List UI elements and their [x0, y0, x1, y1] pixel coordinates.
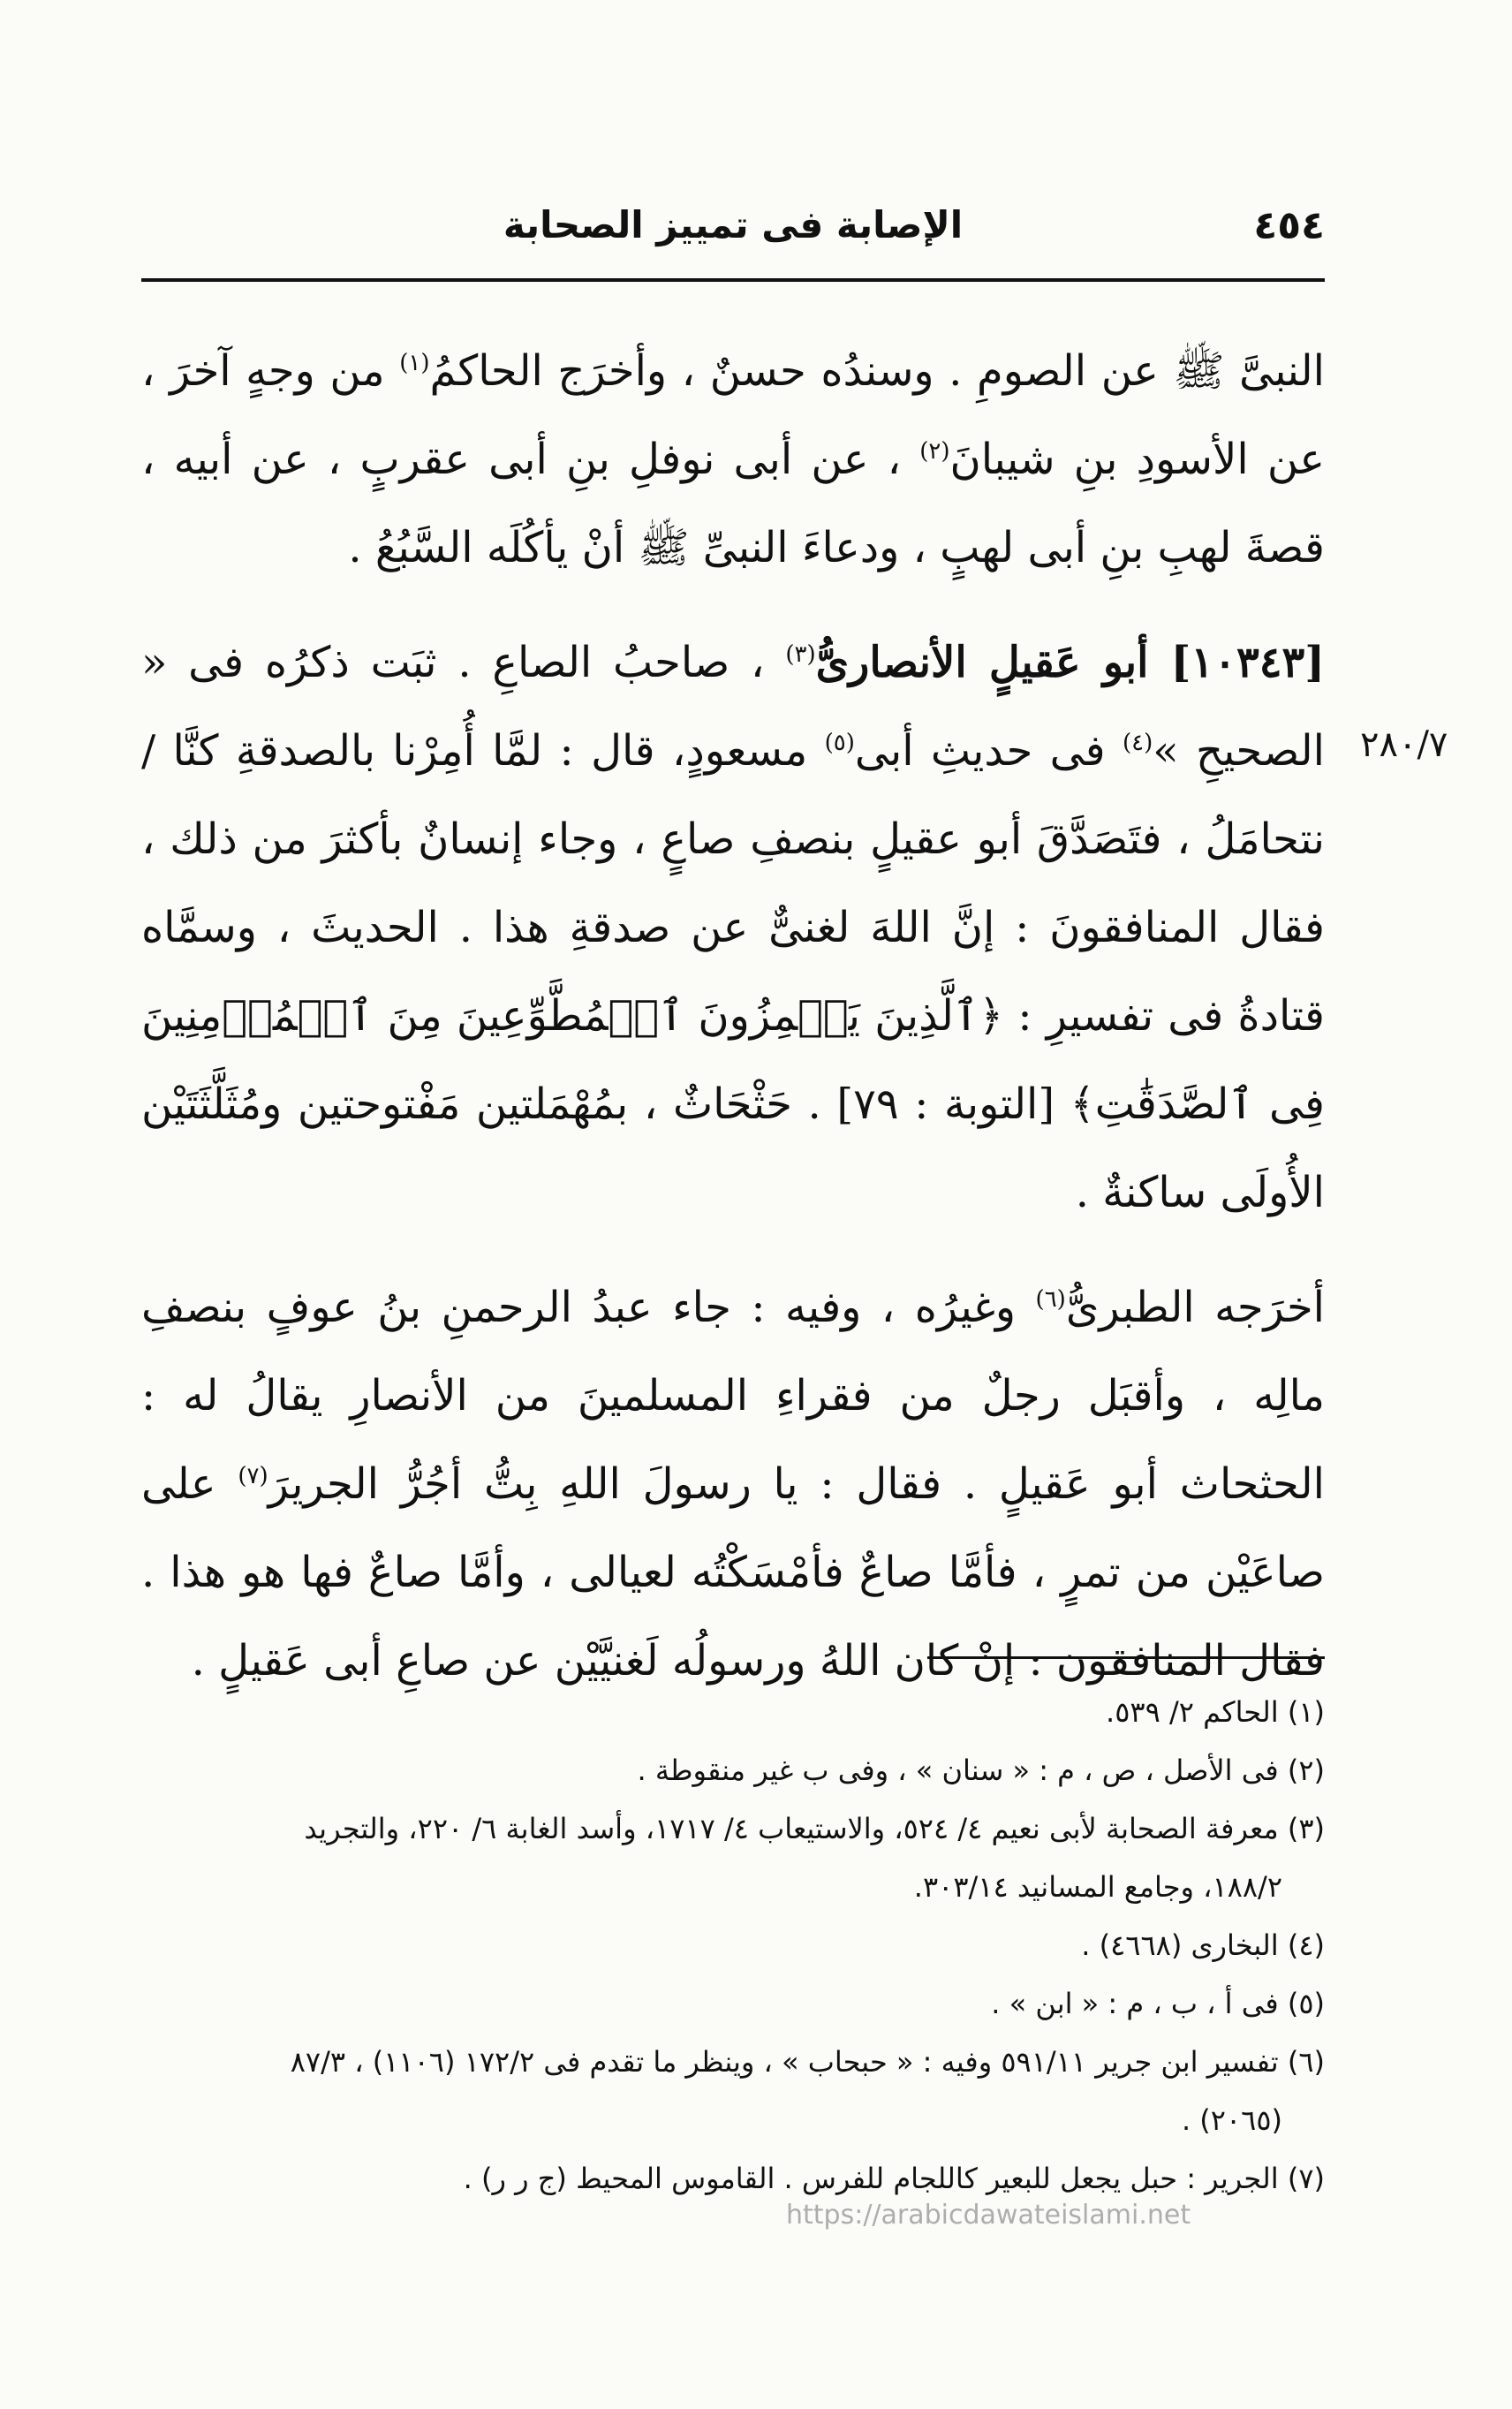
paragraph-text: النبىَّ ﷺ عن الصومِ . وسندُه حسنٌ ، وأخرَج الحاكمُ — [429, 346, 1325, 396]
paragraph-3 — [141, 1263, 1325, 1705]
paragraph-text: على صاعَيْن من تمرٍ ، فأمَّا صاعٌ فأمْسَكْتُه لعيالى ، وأمَّا صاعٌ فها هو هذا . فقال المنافقون : إنْ كان اللهُ ورسولُه لَغنيَّيْن عن صاعِ أبى عَقيلٍ . — [141, 1459, 1325, 1686]
main-text — [141, 327, 1325, 1705]
footnote-marker: (٢) — [919, 438, 950, 465]
paragraph-1 — [141, 327, 1325, 592]
running-title: الإصابة فى تمييز الصحابة — [503, 203, 964, 246]
footnote-marker: (١) — [399, 350, 430, 376]
entry-number: [١٠٣٤٣] — [1170, 638, 1326, 687]
footnote-marker: (٥) — [824, 730, 855, 756]
paragraph-text: من وجهٍ آخرَ ، عن الأسودِ بنِ شيبانَ — [141, 346, 1326, 484]
footnote-marker: (٦) — [1035, 1286, 1066, 1313]
watermark-url: https://arabicdawateislami.net — [786, 2200, 1191, 2231]
footnote-text: (٢) فى الأصل ، ص ، م : « سنان » ، وفى ب غير منقوطة . — [637, 1754, 1325, 1787]
footnote-text: (٣) معرفة الصحابة لأبى نعيم ٤/ ٥٢٤، والاستيعاب ٤/ ١٧١٧، وأسد الغابة ٦/ ٢٢٠، والتجريد — [304, 1812, 1325, 1845]
footnote-marker: (٣) — [785, 641, 816, 668]
footnote-continuation: (٢٠٦٥) . — [1181, 2103, 1282, 2137]
entry-name: أبو عَقيلٍ الأنصارىُّ — [815, 638, 1171, 687]
page-number: ٤٥٤ — [1253, 203, 1325, 248]
footnotes — [141, 1683, 1325, 2208]
footnote-divider — [927, 1656, 1325, 1659]
header-divider — [141, 278, 1325, 282]
footnote-text: (٦) تفسير ابن جرير ٥٩١/١١ وفيه : « حبحاب » ، وينظر ما تقدم فى ١٧٢/٢ (١١٠٦) ، ٨٧/٣ — [290, 2045, 1325, 2079]
footnote-5 — [141, 1974, 1325, 2033]
paragraph-2-entry — [141, 618, 1325, 1237]
paragraph-text: ، عن أبى نوفلِ بنِ أبى عقربٍ ، عن أبيه ، قصةَ لهبِ بنِ أبى لهبٍ ، ودعاءَ النبىِّ ﷺ أنْ يأكُلَه السَّبُعُ . — [141, 435, 1325, 572]
footnote-marker: (٤) — [1122, 730, 1153, 756]
footnote-text: (٤) البخارى (٤٦٦٨) . — [1081, 1928, 1325, 1962]
footnote-6 — [141, 2033, 1325, 2149]
footnote-text: (٥) فى أ ، ب ، م : « ابن » . — [991, 1987, 1325, 2020]
footnote-2 — [141, 1741, 1325, 1799]
paragraph-text: مسعودٍ، قال : لمَّا أُمِرْنا بالصدقةِ كنَّا /نتحامَلُ ، فتَصَدَّقَ أبو عقيلٍ بنصفِ صاعٍ ، وجاء إنسانٌ بأكثرَ من ذلك ، فقال المنافقونَ : إنَّ اللهَ لغنىٌّ عن صدقةِ هذا . الحديثَ ، وسمَّاه قتادةُ فى تفسيرِ : ﴿ٱلَّذِينَ يَلۡمِزُونَ ٱلۡمُطَّوِّعِينَ مِنَ ٱلۡمُؤۡمِنِينَ فِى ٱلصَّدَقَٰتِ﴾ [التوبة : ٧٩] . حَثْحَاثٌ ، بمُهْمَلتين مَفْتوحتين ومُثَلَّثَتَيْن الأُولَى ساكنةٌ . — [141, 726, 1325, 1217]
margin-volume-reference: ٢٨٠/٧ — [1360, 724, 1448, 765]
paragraph-text: ، صاحبُ الصاعِ . ثبَت ذكرُه فى « الصحيحِ » — [141, 638, 1325, 776]
paragraph-text: فى حديثِ أبى — [854, 726, 1123, 776]
footnote-text: (١) الحاكم ٢/ ٥٣٩. — [1106, 1695, 1325, 1729]
footnote-text: (٧) الجرير : حبل يجعل للبعير كاللجام للفرس . القاموس المحيط (ج ر ر) . — [463, 2162, 1325, 2195]
footnote-continuation: ١٨٨/٢، وجامع المسانيد ٣٠٣/١٤. — [913, 1870, 1282, 1904]
footnote-4 — [141, 1916, 1325, 1974]
page-header — [141, 203, 1325, 274]
paragraph-text: أخرَجه الطبرىُّ — [1065, 1283, 1326, 1332]
footnote-marker: (٧) — [238, 1463, 268, 1489]
paragraph-text: وغيرُه ، وفيه : جاء عبدُ الرحمنِ بنُ عوفٍ بنصفِ مالِه ، وأقبَل رجلٌ من فقراءِ المسلمينَ من الأنصارِ يقالُ له : الحثحاث أبو عَقيلٍ . فقال : يا رسولَ اللهِ بِتُّ أجُرُّ الجريرَ — [141, 1283, 1325, 1509]
footnote-3 — [141, 1799, 1325, 1916]
footnote-1 — [141, 1683, 1325, 1741]
